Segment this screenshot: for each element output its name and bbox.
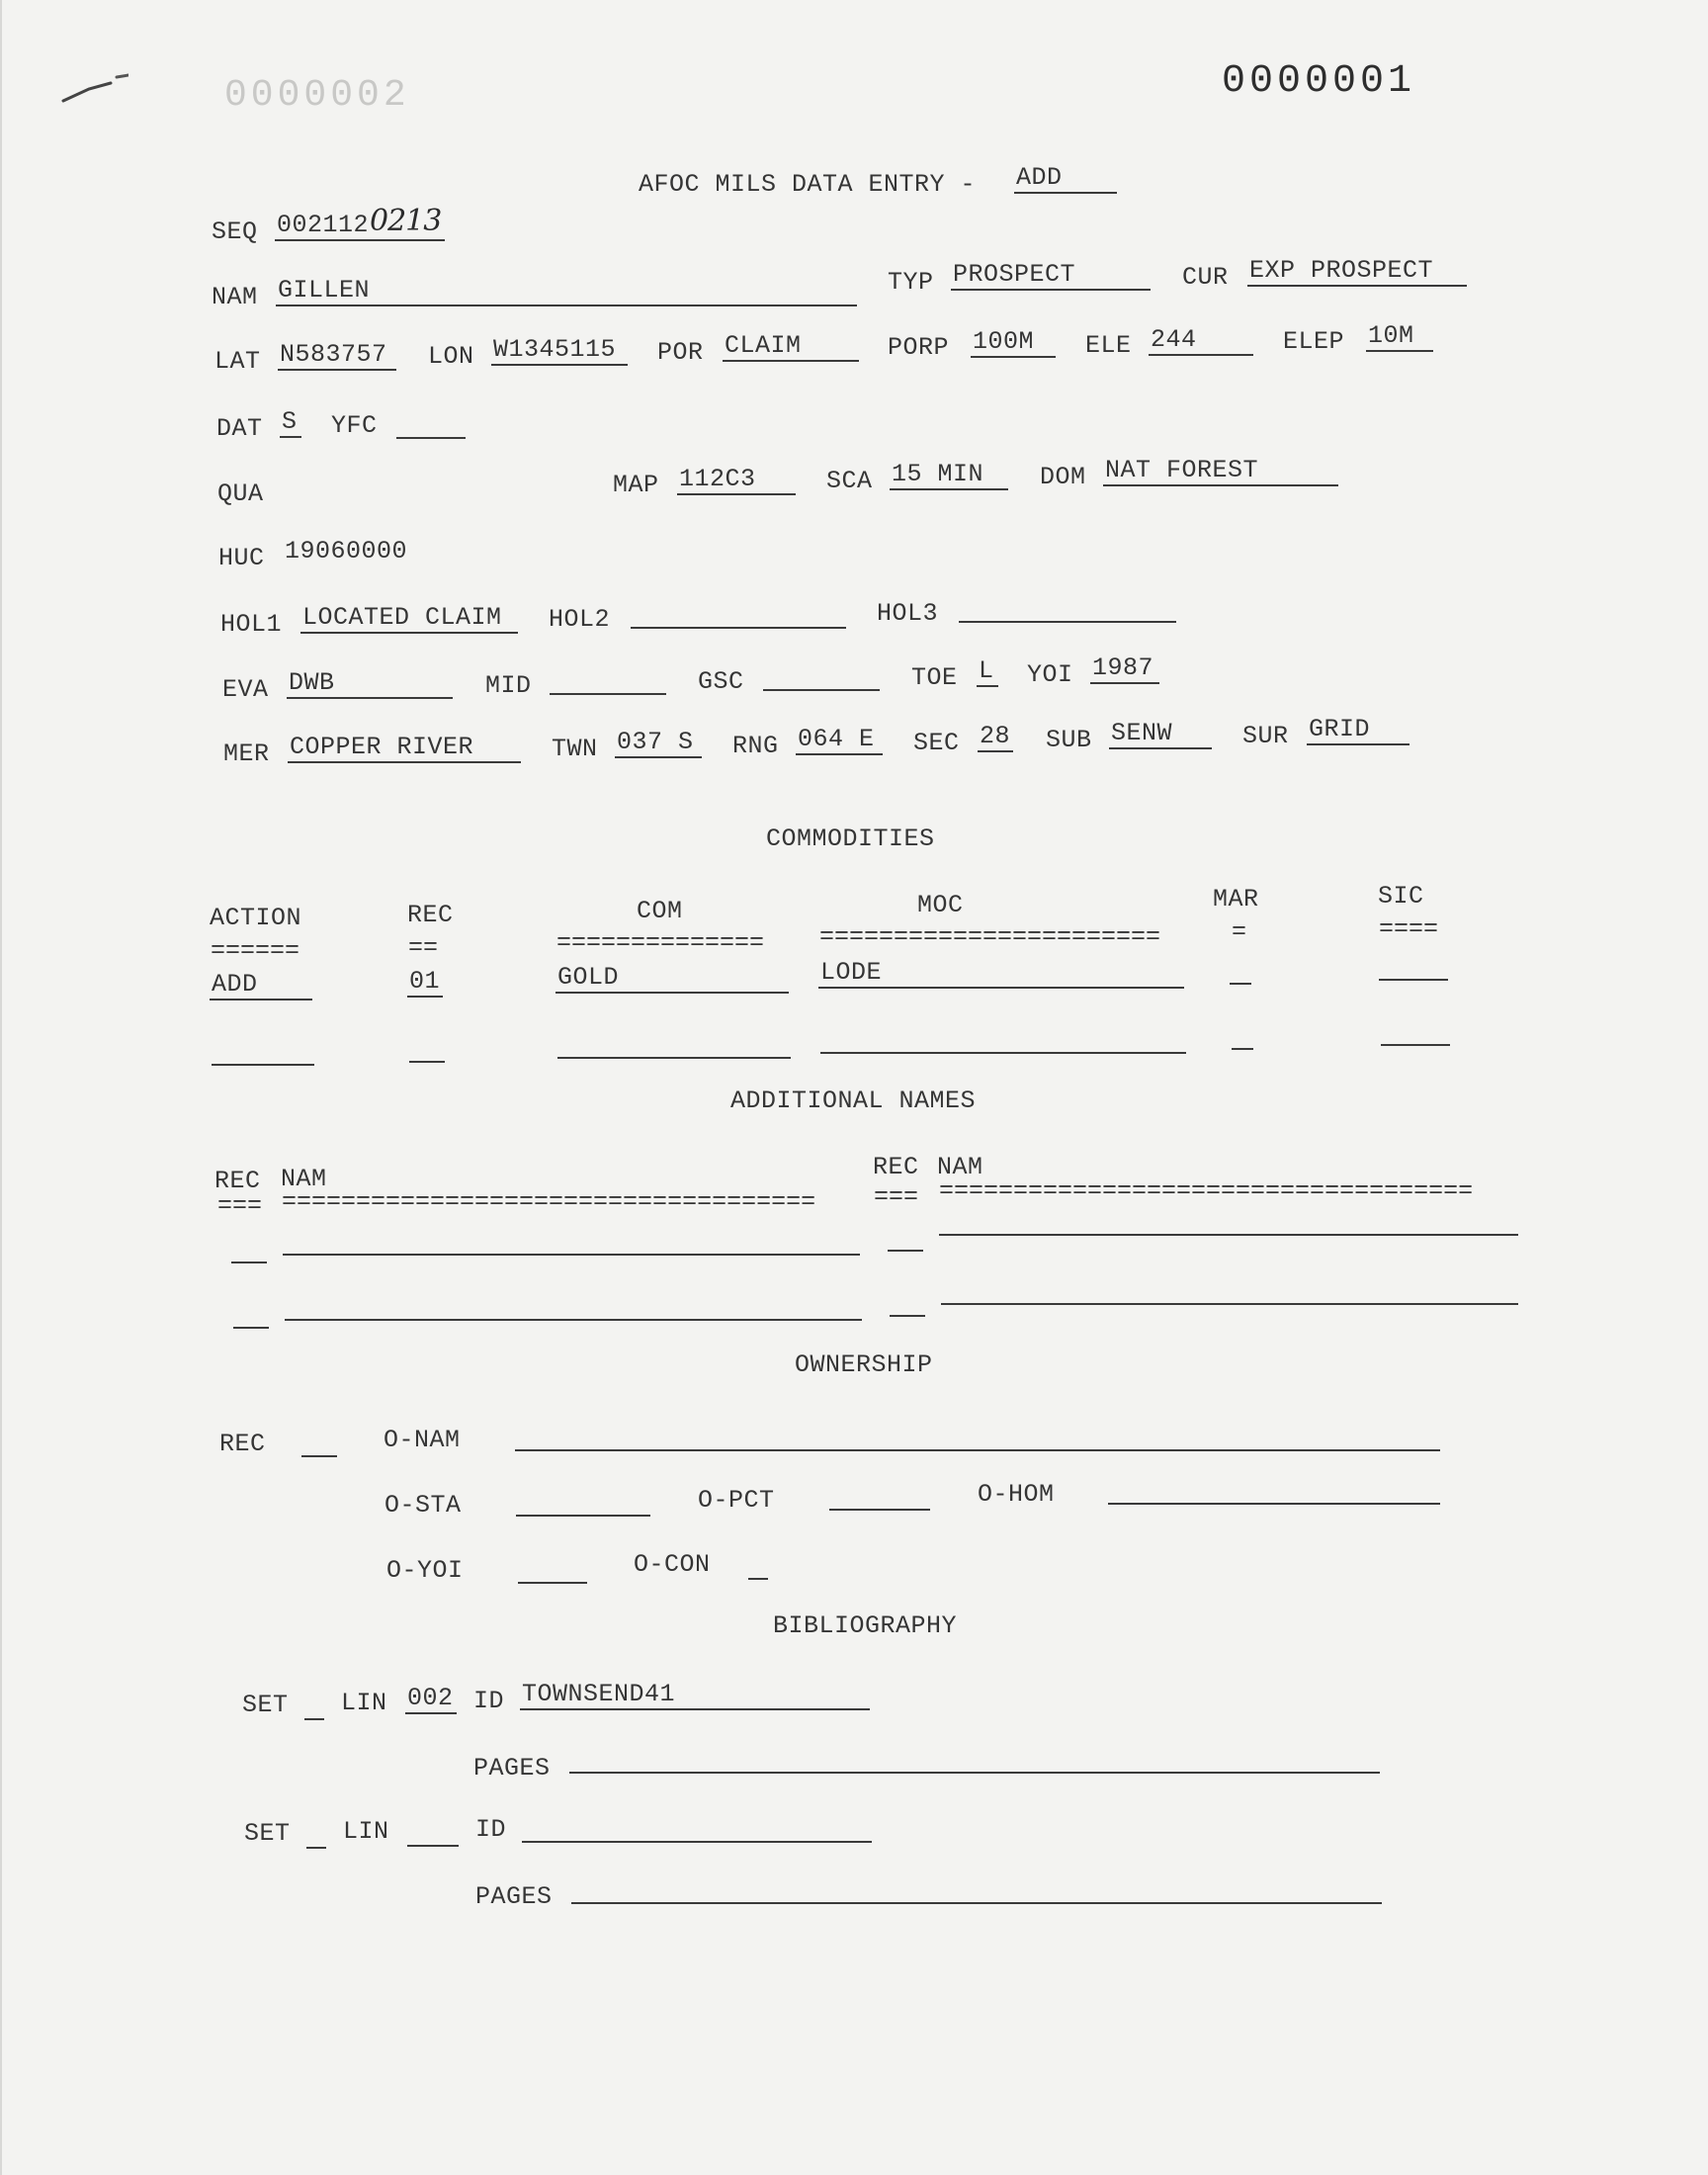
bib-id-label: ID: [475, 1815, 507, 1844]
lat-label: LAT: [214, 347, 261, 376]
gsc-label: GSC: [698, 667, 744, 696]
mid-field[interactable]: [550, 665, 666, 695]
eva-label: EVA: [222, 675, 269, 704]
typ-field[interactable]: PROSPECT: [951, 261, 1151, 291]
bib-set-label: SET: [244, 1819, 291, 1848]
bib-set-label: SET: [242, 1691, 289, 1719]
addl-sep-rec-left: ===: [217, 1196, 263, 1216]
addl-nam-field[interactable]: [283, 1226, 860, 1256]
mid-label: MID: [485, 671, 532, 700]
ele-label: ELE: [1085, 331, 1132, 360]
o-sta-label: O-STA: [384, 1491, 462, 1520]
rng-label: RNG: [732, 732, 779, 760]
bib-pages-field[interactable]: [569, 1744, 1380, 1774]
o-hom-field[interactable]: [1108, 1475, 1440, 1505]
bib-lin-field[interactable]: [407, 1817, 459, 1847]
sep-mar: =: [1232, 922, 1247, 942]
col-action-header: ACTION: [210, 904, 302, 932]
nam-label: NAM: [212, 283, 258, 311]
rng-field[interactable]: 064 E: [796, 726, 883, 755]
sep-action: ======: [211, 941, 300, 961]
bib-pages-label: PAGES: [473, 1754, 551, 1783]
twn-label: TWN: [552, 735, 598, 763]
sca-field[interactable]: 15 MIN: [890, 461, 1008, 490]
yoi-label: YOI: [1027, 660, 1073, 689]
form-action-field: ADD: [1014, 164, 1117, 194]
dat-label: DAT: [216, 414, 263, 443]
o-con-field[interactable]: [748, 1550, 768, 1580]
form-title-text: AFOC MILS DATA ENTRY -: [639, 170, 991, 199]
map-field[interactable]: 112C3: [677, 466, 796, 495]
nam-field[interactable]: GILLEN: [276, 277, 857, 306]
commodity-sic-field[interactable]: [1379, 951, 1448, 981]
hol3-label: HOL3: [877, 599, 939, 628]
commodity-rec-field[interactable]: [409, 1033, 445, 1063]
lat-field[interactable]: N583757: [278, 341, 396, 371]
o-pct-field[interactable]: [829, 1481, 930, 1511]
col-moc-header: MOC: [917, 891, 964, 919]
sub-field[interactable]: SENW: [1109, 720, 1212, 749]
document-number: 0000001: [1222, 59, 1416, 104]
o-nam-field[interactable]: [515, 1422, 1440, 1451]
toe-field[interactable]: L: [977, 657, 998, 687]
sur-field[interactable]: GRID: [1307, 716, 1409, 745]
bib-lin-label: LIN: [341, 1689, 387, 1717]
sur-label: SUR: [1242, 722, 1289, 750]
por-field[interactable]: CLAIM: [723, 332, 859, 362]
o-con-label: O-CON: [634, 1550, 711, 1579]
elep-label: ELEP: [1283, 327, 1345, 356]
huc-field[interactable]: 19060000: [285, 537, 408, 566]
col-com-header: COM: [637, 897, 683, 925]
gsc-field[interactable]: [763, 661, 880, 691]
addl-nam-header-right: NAM: [937, 1153, 983, 1181]
hol3-field[interactable]: [959, 593, 1176, 623]
porp-field[interactable]: 100M: [971, 328, 1056, 358]
commodity-moc-field[interactable]: [820, 1024, 1186, 1054]
dom-field[interactable]: NAT FOREST: [1103, 457, 1338, 486]
bib-set-field[interactable]: [306, 1819, 326, 1849]
seq-handwritten: 0213: [370, 204, 442, 238]
commodity-rec-field[interactable]: 01: [407, 968, 443, 998]
sep-com: ==============: [556, 933, 765, 953]
addl-nam-field[interactable]: [939, 1206, 1518, 1236]
o-yoi-field[interactable]: [518, 1554, 587, 1584]
o-pct-label: O-PCT: [698, 1486, 775, 1515]
addl-rec-field[interactable]: [233, 1299, 269, 1329]
typ-label: TYP: [888, 268, 934, 297]
bib-pages-field[interactable]: [571, 1874, 1382, 1904]
commodity-com-field[interactable]: [557, 1029, 791, 1059]
hol1-field[interactable]: LOCATED CLAIM: [300, 604, 518, 634]
qua-label: QUA: [217, 479, 264, 508]
commodities-heading: COMMODITIES: [766, 825, 935, 853]
addl-nam-field[interactable]: [285, 1291, 862, 1321]
twn-field[interactable]: 037 S: [615, 729, 702, 758]
bibliography-heading: BIBLIOGRAPHY: [773, 1611, 958, 1640]
commodity-sic-field[interactable]: [1381, 1016, 1450, 1046]
hol2-label: HOL2: [549, 605, 611, 634]
yfc-field[interactable]: [396, 409, 466, 439]
addl-nam-field[interactable]: [941, 1275, 1518, 1305]
hol1-label: HOL1: [220, 610, 283, 639]
form-title: [639, 170, 991, 200]
cur-label: CUR: [1182, 263, 1229, 292]
dat-field[interactable]: S: [280, 408, 301, 438]
sec-label: SEC: [913, 729, 960, 757]
ghost-doc-number: 0000002: [224, 74, 410, 117]
huc-label: HUC: [218, 544, 265, 572]
seq-label: SEQ: [212, 218, 258, 246]
addl-sep-nam-left: ====================================: [282, 1192, 816, 1212]
seq-value: 002112: [277, 211, 370, 239]
porp-label: PORP: [888, 333, 950, 362]
ownership-heading: OWNERSHIP: [795, 1350, 933, 1379]
ownership-rec-label: REC: [219, 1430, 266, 1458]
addl-rec-field[interactable]: [231, 1234, 267, 1263]
mer-field[interactable]: COPPER RIVER: [288, 734, 521, 763]
bib-id-field[interactable]: TOWNSEND41: [520, 1681, 870, 1710]
sep-sic: ====: [1379, 919, 1439, 939]
lon-label: LON: [428, 342, 474, 371]
bib-lin-field[interactable]: 002: [405, 1685, 457, 1714]
mer-label: MER: [223, 740, 270, 768]
commodity-com-field[interactable]: GOLD: [555, 964, 789, 994]
col-rec-header: REC: [407, 901, 454, 929]
col-sic-header: SIC: [1378, 882, 1424, 911]
ele-field[interactable]: 244: [1149, 326, 1253, 356]
commodity-moc-field[interactable]: LODE: [818, 959, 1184, 989]
bib-lin-label: LIN: [343, 1817, 389, 1846]
commodity-action-field[interactable]: [212, 1036, 314, 1066]
bib-set-field[interactable]: [304, 1691, 324, 1720]
addl-sep-nam-right: ====================================: [939, 1181, 1474, 1201]
addl-rec-field[interactable]: [888, 1222, 923, 1252]
col-mar-header: MAR: [1213, 885, 1259, 914]
ownership-rec-field[interactable]: [301, 1428, 337, 1457]
commodity-mar-field[interactable]: [1232, 1020, 1253, 1050]
o-nam-label: O-NAM: [384, 1426, 461, 1454]
bib-pages-label: PAGES: [475, 1882, 553, 1911]
o-hom-label: O-HOM: [978, 1480, 1055, 1509]
yfc-label: YFC: [331, 411, 378, 440]
por-label: POR: [657, 338, 704, 367]
commodity-mar-field[interactable]: [1230, 955, 1251, 985]
commodity-action-field[interactable]: ADD: [210, 971, 312, 1000]
addl-rec-field[interactable]: [890, 1287, 925, 1317]
hol2-field[interactable]: [631, 599, 846, 629]
sca-label: SCA: [826, 467, 873, 495]
dom-label: DOM: [1040, 463, 1086, 491]
addl-sep-rec-right: ===: [874, 1187, 919, 1207]
sep-rec: ==: [408, 938, 439, 958]
o-sta-field[interactable]: [516, 1487, 650, 1517]
pen-mark-icon: [59, 69, 128, 109]
toe-label: TOE: [911, 663, 958, 692]
cur-field[interactable]: EXP PROSPECT: [1247, 257, 1467, 287]
addl-rec-header-left: REC: [214, 1167, 261, 1195]
sep-moc: =======================: [819, 927, 1161, 947]
additional-names-heading: ADDITIONAL NAMES: [730, 1087, 977, 1115]
map-label: MAP: [613, 471, 659, 499]
eva-field[interactable]: DWB: [287, 669, 453, 699]
sec-field[interactable]: 28: [978, 723, 1013, 752]
addl-rec-header-right: REC: [873, 1153, 919, 1181]
bib-id-field[interactable]: [522, 1813, 872, 1843]
o-yoi-label: O-YOI: [386, 1556, 464, 1585]
bib-id-label: ID: [473, 1687, 505, 1715]
sub-label: SUB: [1046, 726, 1092, 754]
lon-field[interactable]: W1345115: [491, 336, 628, 366]
yoi-field[interactable]: 1987: [1090, 654, 1159, 684]
elep-field[interactable]: 10M: [1366, 322, 1433, 352]
addl-nam-header-left: NAM: [281, 1165, 327, 1193]
